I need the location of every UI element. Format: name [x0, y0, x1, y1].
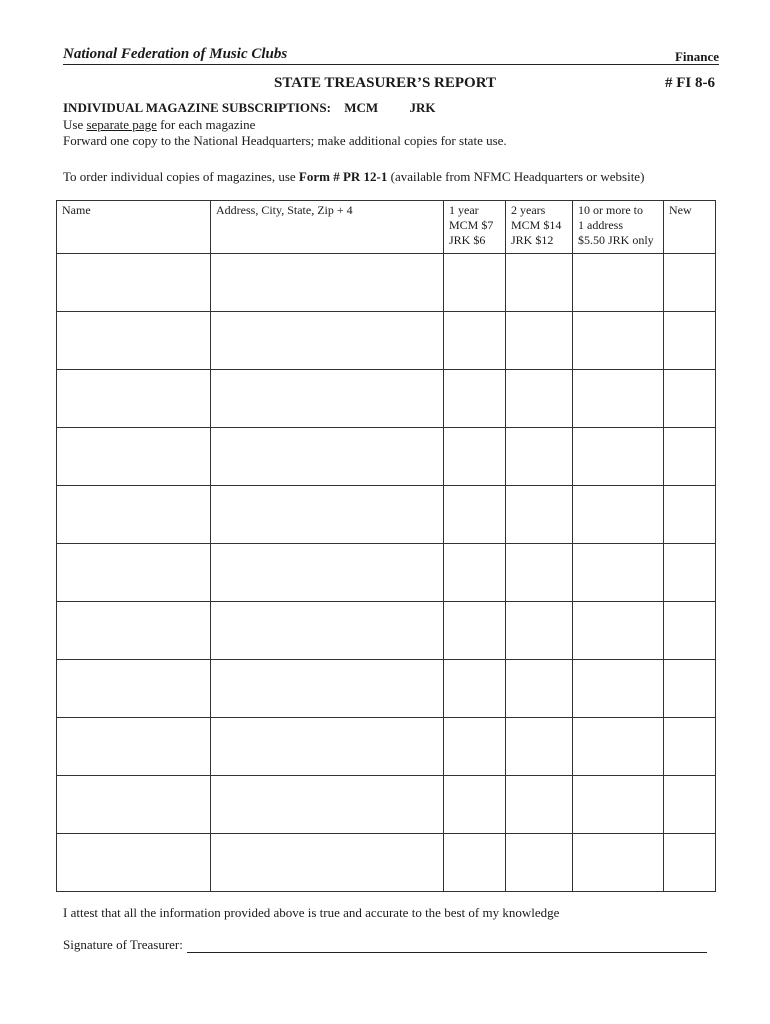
new-cell[interactable] — [664, 776, 716, 834]
address-cell[interactable] — [211, 660, 444, 718]
two-years-cell[interactable] — [506, 370, 573, 428]
name-cell[interactable] — [57, 544, 211, 602]
table-row — [57, 254, 716, 312]
name-cell[interactable] — [57, 660, 211, 718]
header-line: 1 year — [449, 203, 479, 217]
table-row — [57, 602, 716, 660]
signature-row — [63, 937, 707, 953]
column-header-address: Address, City, State, Zip + 4 — [211, 201, 444, 254]
subscriptions-label: INDIVIDUAL MAGAZINE SUBSCRIPTIONS: — [63, 100, 331, 115]
ten-or-more-cell[interactable] — [573, 544, 664, 602]
table-row — [57, 660, 716, 718]
separate-page-emphasis: separate page — [86, 117, 157, 132]
ten-or-more-cell[interactable] — [573, 428, 664, 486]
name-cell[interactable] — [57, 776, 211, 834]
one-year-cell[interactable] — [444, 312, 506, 370]
table-header-row — [57, 201, 716, 254]
header-line: JRK $6 — [449, 233, 486, 247]
subscriptions-table — [56, 200, 716, 892]
one-year-cell[interactable] — [444, 602, 506, 660]
address-cell[interactable] — [211, 776, 444, 834]
one-year-cell[interactable] — [444, 370, 506, 428]
one-year-cell[interactable] — [444, 544, 506, 602]
header-line: MCM $7 — [449, 218, 494, 232]
new-cell[interactable] — [664, 428, 716, 486]
ten-or-more-cell[interactable] — [573, 370, 664, 428]
ten-or-more-cell[interactable] — [573, 486, 664, 544]
table-row — [57, 776, 716, 834]
signature-label: Signature of Treasurer: — [63, 937, 183, 952]
ten-or-more-cell[interactable] — [573, 602, 664, 660]
two-years-cell[interactable] — [506, 602, 573, 660]
one-year-cell[interactable] — [444, 834, 506, 892]
header-rule — [63, 64, 719, 65]
header-line: 1 address — [578, 218, 623, 232]
address-cell[interactable] — [211, 834, 444, 892]
name-cell[interactable] — [57, 370, 211, 428]
column-header-two-years — [506, 201, 573, 254]
instruction-text: Use — [63, 117, 87, 132]
ten-or-more-cell[interactable] — [573, 834, 664, 892]
column-header-new: New — [664, 201, 716, 254]
ten-or-more-cell[interactable] — [573, 776, 664, 834]
instruction-text: (available from NFMC Headquarters or website) — [387, 169, 645, 184]
header-line: 2 years — [511, 203, 546, 217]
one-year-cell[interactable] — [444, 486, 506, 544]
name-cell[interactable] — [57, 834, 211, 892]
address-cell[interactable] — [211, 312, 444, 370]
column-header-name: Name — [57, 201, 211, 254]
signature-line[interactable] — [187, 940, 707, 953]
address-cell[interactable] — [211, 486, 444, 544]
table-row — [57, 718, 716, 776]
instruction-forward-copy: Forward one copy to the National Headquarters; make additional copies for state use. — [63, 133, 507, 148]
name-cell[interactable] — [57, 486, 211, 544]
one-year-cell[interactable] — [444, 428, 506, 486]
column-header-one-year — [444, 201, 506, 254]
new-cell[interactable] — [664, 834, 716, 892]
address-cell[interactable] — [211, 254, 444, 312]
instruction-text: for each magazine — [156, 117, 256, 132]
two-years-cell[interactable] — [506, 544, 573, 602]
org-title: National Federation of Music Clubs — [63, 46, 288, 62]
two-years-cell[interactable] — [506, 254, 573, 312]
name-cell[interactable] — [57, 602, 211, 660]
one-year-cell[interactable] — [444, 776, 506, 834]
section-label: Finance — [674, 49, 719, 64]
instruction-text: To order individual copies of magazines, use — [63, 169, 299, 184]
column-header-ten-or-more — [573, 201, 664, 254]
table-row — [57, 428, 716, 486]
report-title: STATE TREASURER’S REPORT — [273, 75, 497, 91]
address-cell[interactable] — [211, 428, 444, 486]
new-cell[interactable] — [664, 312, 716, 370]
new-cell[interactable] — [664, 254, 716, 312]
magazine-mcm: MCM — [344, 100, 379, 115]
new-cell[interactable] — [664, 718, 716, 776]
magazine-jrk: JRK — [409, 100, 436, 115]
two-years-cell[interactable] — [506, 834, 573, 892]
table-row — [57, 312, 716, 370]
ten-or-more-cell[interactable] — [573, 718, 664, 776]
ten-or-more-cell[interactable] — [573, 660, 664, 718]
form-reference: Form # PR 12-1 — [298, 169, 388, 184]
address-cell[interactable] — [211, 602, 444, 660]
new-cell[interactable] — [664, 544, 716, 602]
table-row — [57, 370, 716, 428]
name-cell[interactable] — [57, 312, 211, 370]
two-years-cell[interactable] — [506, 660, 573, 718]
table-row — [57, 486, 716, 544]
instruction-order-copies — [63, 169, 644, 185]
ten-or-more-cell[interactable] — [573, 254, 664, 312]
two-years-cell[interactable] — [506, 428, 573, 486]
new-cell[interactable] — [664, 660, 716, 718]
one-year-cell[interactable] — [444, 660, 506, 718]
two-years-cell[interactable] — [506, 776, 573, 834]
name-cell[interactable] — [57, 428, 211, 486]
new-cell[interactable] — [664, 602, 716, 660]
address-cell[interactable] — [211, 718, 444, 776]
new-cell[interactable] — [664, 370, 716, 428]
two-years-cell[interactable] — [506, 486, 573, 544]
instruction-separate-page — [63, 117, 255, 133]
table-row — [57, 834, 716, 892]
subscriptions-line — [63, 100, 435, 116]
two-years-cell[interactable] — [506, 718, 573, 776]
name-cell[interactable] — [57, 718, 211, 776]
form-number: # FI 8-6 — [665, 75, 715, 91]
one-year-cell[interactable] — [444, 254, 506, 312]
name-cell[interactable] — [57, 254, 211, 312]
ten-or-more-cell[interactable] — [573, 312, 664, 370]
header-line: MCM $14 — [511, 218, 562, 232]
address-cell[interactable] — [211, 544, 444, 602]
table-row — [57, 544, 716, 602]
attestation-statement: I attest that all the information provided above is true and accurate to the best of my knowledge — [63, 905, 560, 920]
two-years-cell[interactable] — [506, 312, 573, 370]
header-line: JRK $12 — [511, 233, 554, 247]
address-cell[interactable] — [211, 370, 444, 428]
new-cell[interactable] — [664, 486, 716, 544]
header-line: $5.50 JRK only — [578, 233, 654, 247]
one-year-cell[interactable] — [444, 718, 506, 776]
header-line: 10 or more to — [578, 203, 643, 217]
